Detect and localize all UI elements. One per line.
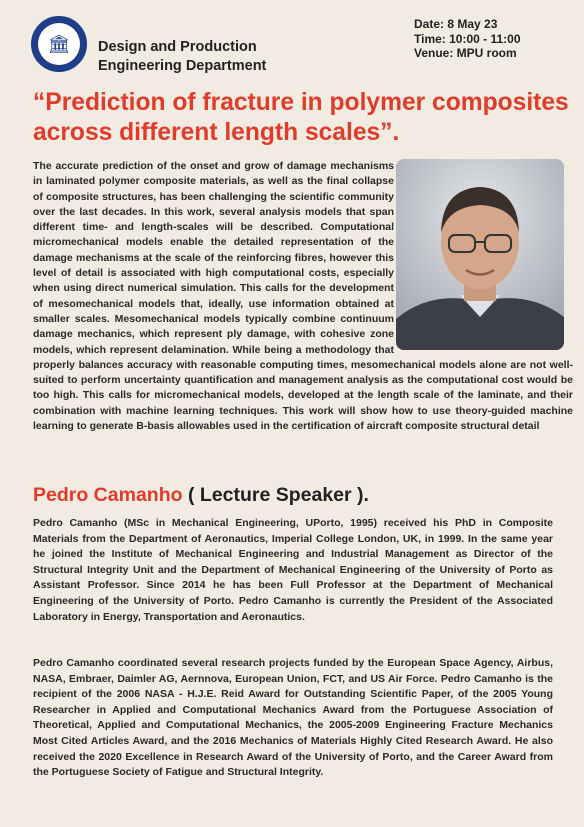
event-details <box>414 17 521 61</box>
speaker-heading <box>33 482 369 508</box>
speaker-bio-paragraph: Pedro Camanho coordinated several research projects funded by the European Space Agency, Airbus, NASA, Embraer, Daimler AG, Aernnova, European Union, FCT, and US Air Force. Pedro Camanho is the recipient of the 2006 NASA - H.J.E. Reid Award for Outstanding Scientific Paper, of the 2005 Young Researcher in Applied and Computational Mechanics Award from the Portuguese Association of Theoretical, Applied and Computational Mechanics, the 2005-2009 Engineering Fracture Mechanics Most Cited Articles Award, and the 2016 Mechanics of Materials Highly Cited Research Award. He also received the 2020 Excellence in Research Award of the University of Porto, and the Career Award from the Portuguese Society of Fatigue and Structural Integrity. <box>33 657 553 779</box>
department-name <box>98 38 266 76</box>
speaker-role: ( Lecture Speaker ). <box>182 484 369 506</box>
lecture-abstract: The accurate prediction of the onset and grow of damage mechanisms in laminated polymer composite materials, as well as the final collapse of composite structures, has been challenging the scientific community over the last decades. In this work, several analysis models that span different time- and length-scales will be described. Computational micromechanical models enable the detailed representation of the damage mechanisms at the scale of the reinforcing fibres, however this level of detail is associated with high computational costs, especially when using direct numerical simulation. This calls for the development of mesomechanical models that, ideally, use information obtained at smaller scales. Mesomechanical models typically combine continuum damage mechanics, which represent ply damage, with cohesive zone models, which represent delamination. While being a methodology that properly balances accuracy with reasonable computing times, mesomechanical models alone are not well-suited to perform uncertainty quantification and management analysis as the computational cost would be too high. This calls for micromechanical models, developed at the length scale of the laminate, and their combination with machine learning techniques. This work will show how to use theory-guided machine learning to generate B-basis allowables used in the certification of aircraft composite structural detail <box>33 160 573 433</box>
event-date: Date: 8 May 23 <box>414 17 498 31</box>
department-line-2: Engineering Department <box>98 58 267 74</box>
speaker-name: Pedro Camanho <box>33 484 183 506</box>
university-seal-icon: 🏛 <box>38 23 80 65</box>
speaker-bio-paragraph: Pedro Camanho (MSc in Mechanical Engineering, UPorto, 1995) received his PhD in Composite Materials from the Department of Aeronautics, Imperial College London, UK, in 1999. In the same year he joined the Institute of Mechanical Engineering and Industrial Management as Director of the Structural Integrity Unit and the Department of Mechanical Engineering of the University of Porto as Assistant Professor. Since 2014 he has been Full Professor at the Department of Mechanical Engineering of the University of Porto. Pedro Camanho is currently the President of the Associated Laboratory in Energy, Transportation and Aeronautics. <box>33 517 553 623</box>
lecture-title: “Prediction of fracture in polymer composites across different length scales”. <box>33 89 569 146</box>
university-logo <box>31 16 87 72</box>
department-line-1: Design and Production <box>98 39 257 55</box>
event-venue: Venue: MPU room <box>414 46 517 61</box>
event-time: Time: 10:00 - 11:00 <box>414 31 521 46</box>
